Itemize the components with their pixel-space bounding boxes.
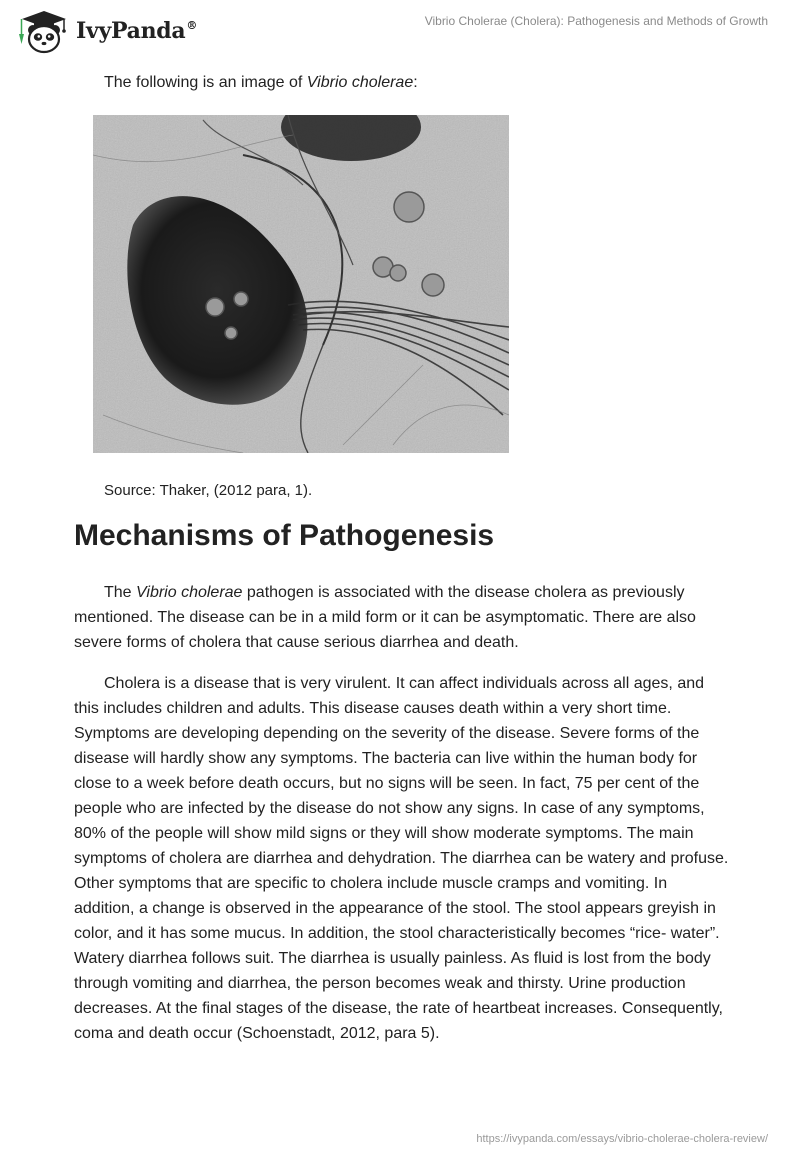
paragraph-1: The Vibrio cholerae pathogen is associated with the disease cholera as previously mentioned. The disease can be in a mild form or it can be asymptomatic. There are also severe forms of cholera that cause serious diarrhea and death.: [74, 584, 696, 651]
figure-source: Source: Thaker, (2012 para, 1).: [104, 482, 313, 499]
essay-title: Vibrio Cholerae (Cholera): Pathogenesis and Methods of Growth: [424, 14, 768, 28]
figure-intro: The following is an image of Vibrio cholerae:: [104, 74, 418, 91]
brand-name: IvyPanda®: [76, 18, 198, 44]
page-header: [0, 0, 800, 60]
section-heading: Mechanisms of Pathogenesis: [74, 519, 495, 552]
vibrio-cholerae-micrograph: [93, 115, 509, 453]
paragraph-2: Cholera is a disease that is very virulent. It can affect individuals across all ages, and this includes children and adults. This disease causes death within a very short time. Symptoms are developing depending on the severity of the disease. Severe forms of the disease will hardly show any symptoms. The bacteria can live within the human body for close to a week before death occurs, but no signs will be seen. In fact, 75 per cent of the people who are infected by the disease do not show any signs. In case of any symptoms, 80% of the people will show mild signs or they will show moderate symptoms. The main symptoms of cholera are diarrhea and dehydration. The diarrhea can be watery and profuse. Other symptoms that are specific to cholera include muscle cramps and vomiting. In addition, a change is observed in the appearance of the stool. The stool appears greyish in color, and it has some mucus. In addition, the stool characteristically becomes “rice- water”. Watery diarrhea follows suit. The diarrhea is usually painless. As fluid is lost from the body through vomiting and diarrhea, the person becomes weak and thirsty. Urine production decreases. At the final stages of the disease, the rate of heartbeat increases. Consequently, coma and death occur (Schoenstadt, 2012, para 5).: [74, 675, 729, 1042]
ivypanda-logo[interactable]: [14, 8, 214, 54]
panda-graduate-icon: [14, 8, 72, 54]
footer-url[interactable]: https://ivypanda.com/essays/vibrio-cholerae-cholera-review/: [476, 1133, 768, 1145]
